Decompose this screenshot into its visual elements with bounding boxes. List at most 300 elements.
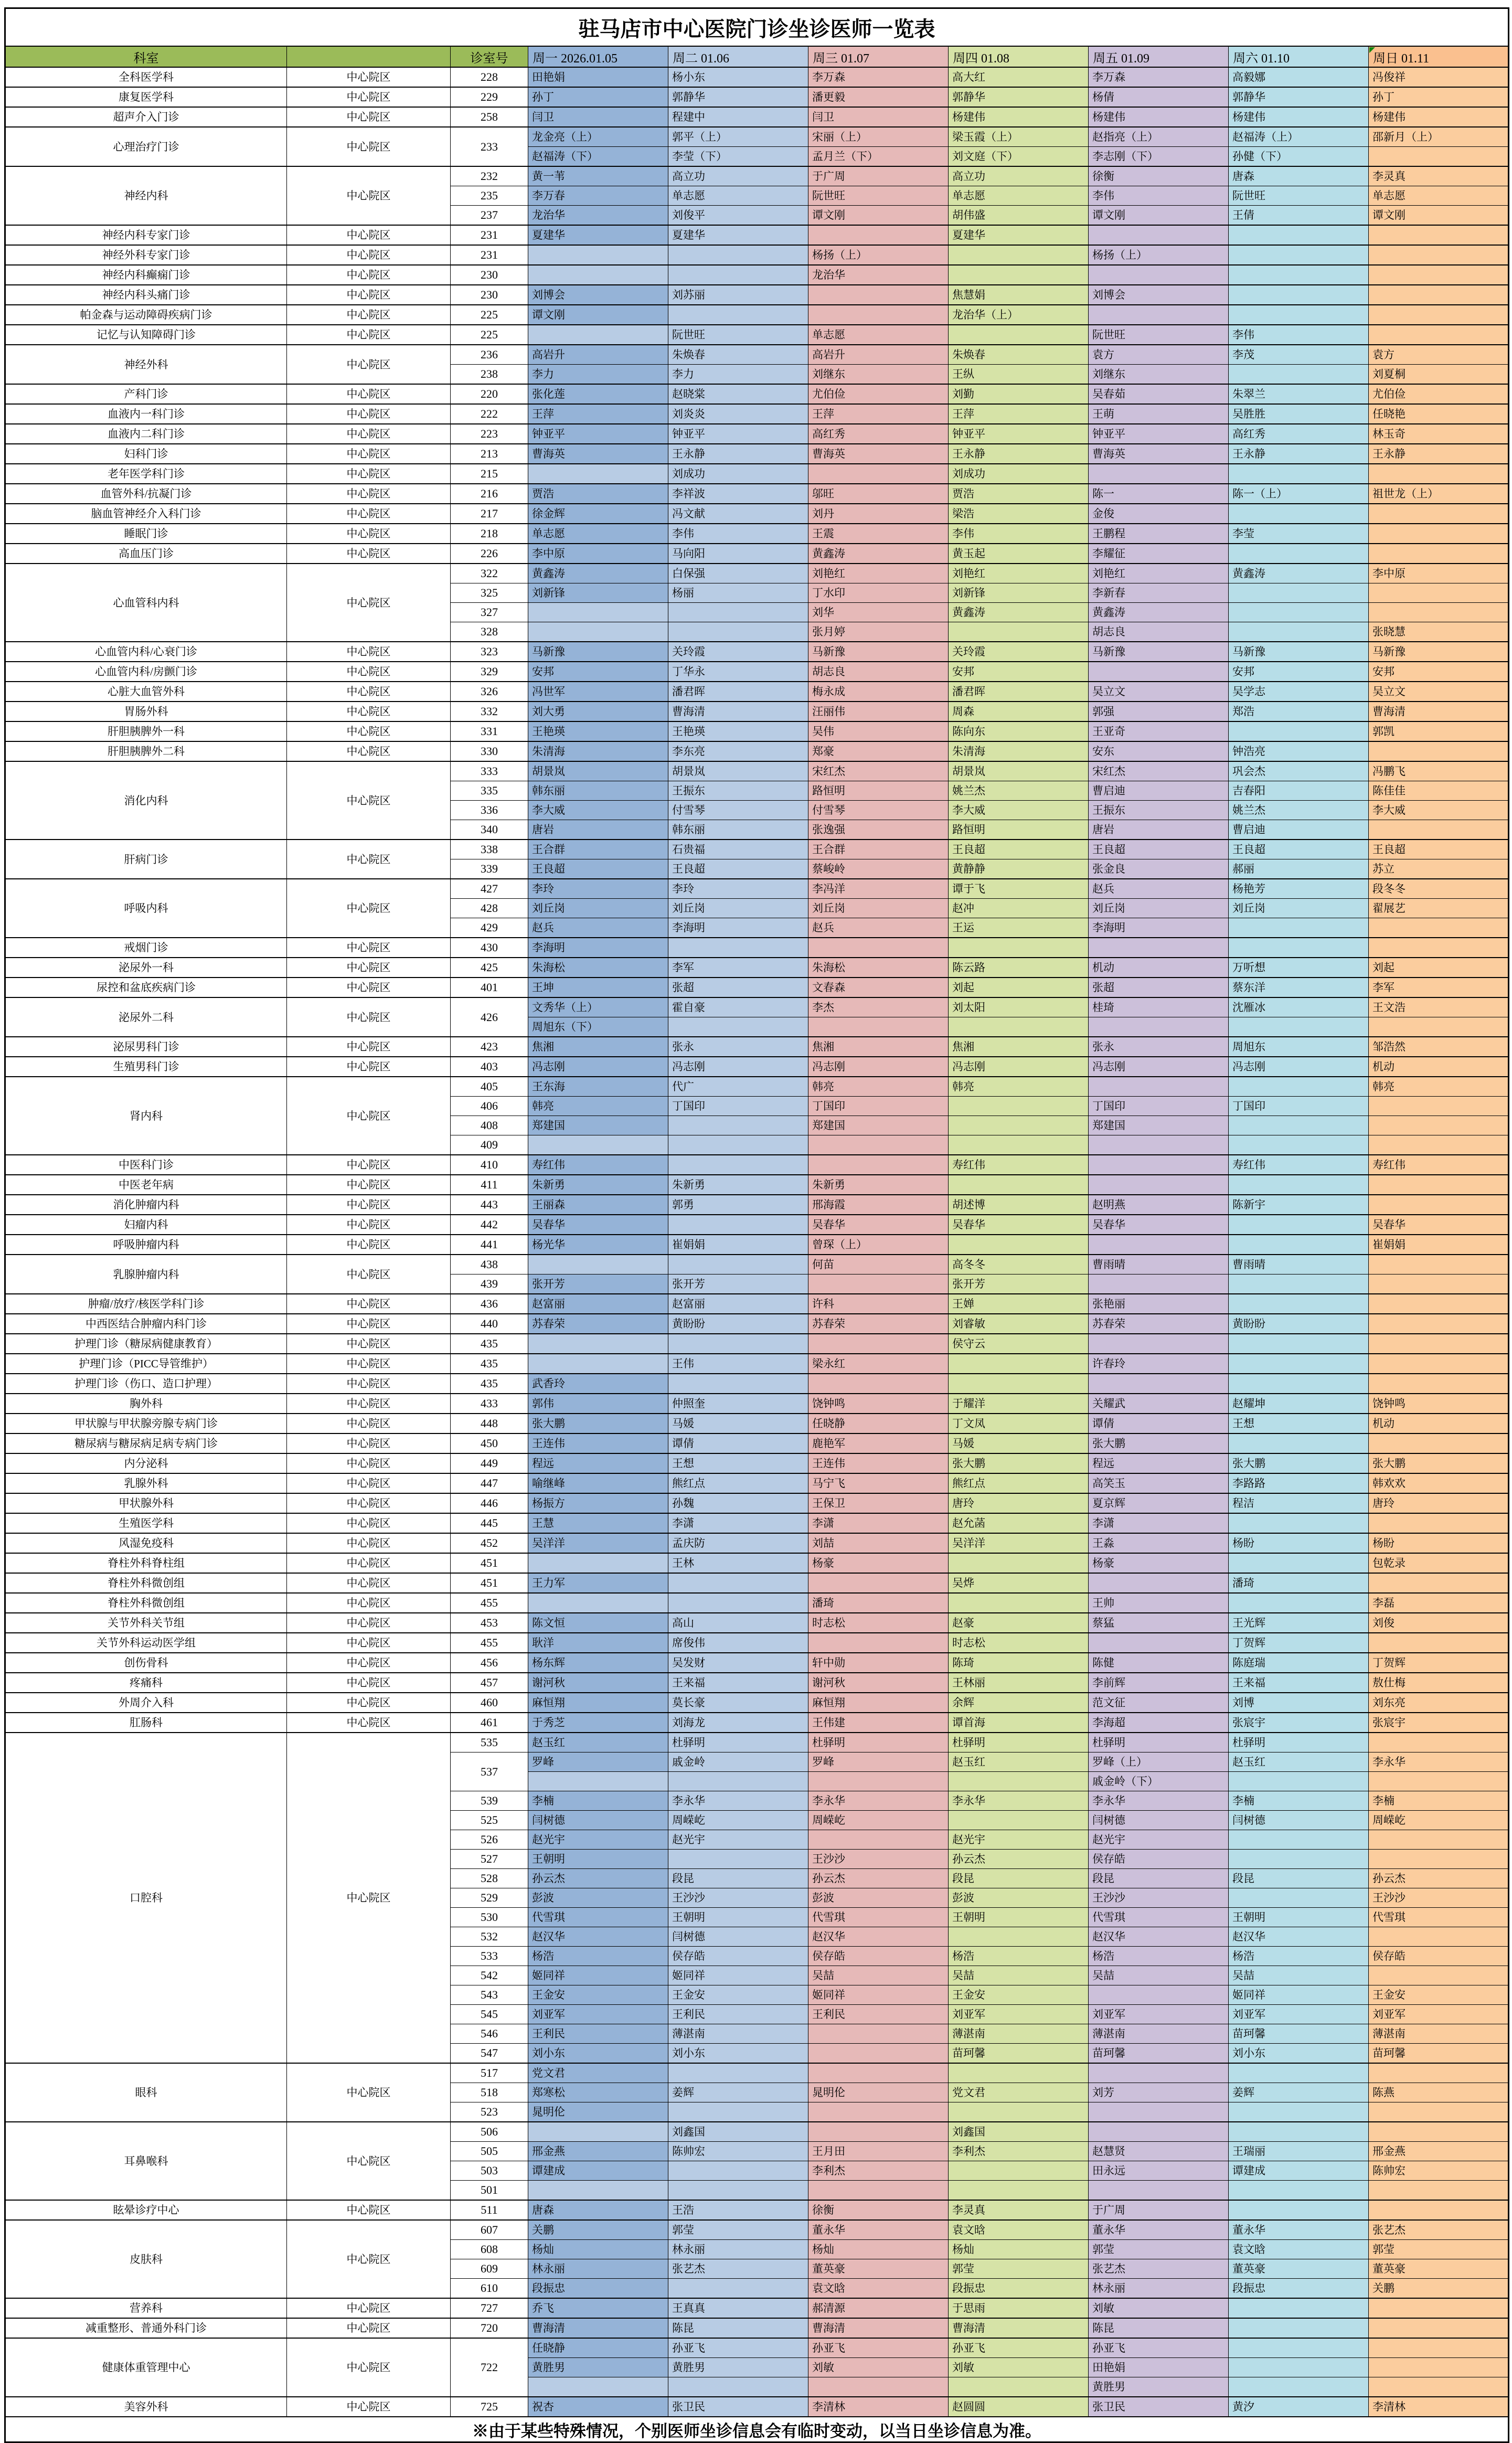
schedule-cell-monday: 吴春华 <box>528 1215 668 1235</box>
schedule-row <box>5 840 1509 859</box>
room-cell: 405 <box>451 1077 528 1097</box>
schedule-cell-thursday: 孙亚飞 <box>949 2338 1089 2358</box>
schedule-cell-monday: 唐岩 <box>528 820 668 840</box>
schedule-cell-sunday <box>1369 938 1509 958</box>
schedule-cell-tuesday: 高立功 <box>668 166 808 186</box>
room-cell: 229 <box>451 87 528 107</box>
schedule-cell-wednesday: 刘丘岗 <box>808 899 949 918</box>
dept-cell: 神经内科 <box>5 166 287 225</box>
schedule-cell-thursday: 刘睿敏 <box>949 1314 1089 1334</box>
campus-cell: 中心院区 <box>287 2200 451 2220</box>
schedule-cell-monday: 曹海英 <box>528 444 668 464</box>
schedule-cell-wednesday: 杨扬（上） <box>808 245 949 265</box>
room-cell: 546 <box>451 2024 528 2044</box>
schedule-row <box>5 1653 1509 1673</box>
room-cell: 228 <box>451 67 528 87</box>
schedule-cell-sunday <box>1369 225 1509 245</box>
schedule-cell-friday: 苗珂馨 <box>1089 2044 1229 2064</box>
campus-cell: 中心院区 <box>287 1633 451 1653</box>
schedule-cell-sunday <box>1369 1573 1509 1593</box>
schedule-cell-wednesday: 郑豪 <box>808 741 949 761</box>
schedule-cell-friday: 陈健 <box>1089 1653 1229 1673</box>
schedule-cell-wednesday: 李杰 <box>808 997 949 1017</box>
schedule-cell-monday: 耿洋 <box>528 1633 668 1653</box>
schedule-cell-friday <box>1089 225 1229 245</box>
schedule-cell-sunday: 谭文刚 <box>1369 206 1509 226</box>
schedule-cell-thursday <box>949 265 1089 285</box>
schedule-cell-thursday: 彭波 <box>949 1888 1089 1908</box>
schedule-cell-saturday <box>1229 245 1369 265</box>
schedule-cell-tuesday: 李军 <box>668 958 808 978</box>
schedule-cell-monday: 刘大勇 <box>528 702 668 721</box>
room-cell: 537 <box>451 1752 528 1791</box>
schedule-cell-friday: 杨扬（上） <box>1089 245 1229 265</box>
campus-cell: 中心院区 <box>287 2298 451 2318</box>
campus-cell: 中心院区 <box>287 1175 451 1195</box>
schedule-cell-wednesday: 代雪琪 <box>808 1908 949 1927</box>
schedule-cell-thursday: 李利杰 <box>949 2142 1089 2161</box>
schedule-cell-thursday <box>949 1927 1089 1947</box>
schedule-cell-thursday: 苗珂馨 <box>949 2044 1089 2064</box>
schedule-cell-wednesday: 麻恒翔 <box>808 1693 949 1713</box>
schedule-cell-friday: 刘丘岗 <box>1089 899 1229 918</box>
schedule-cell-friday: 关耀武 <box>1089 1394 1229 1414</box>
schedule-cell-thursday: 刘起 <box>949 978 1089 997</box>
schedule-cell-thursday: 王萍 <box>949 404 1089 424</box>
dept-cell: 胸外科 <box>5 1394 287 1414</box>
schedule-cell-thursday: 高立功 <box>949 166 1089 186</box>
room-cell: 447 <box>451 1473 528 1493</box>
dept-cell: 泌尿外二科 <box>5 997 287 1037</box>
schedule-cell-saturday: 闫树德 <box>1229 1811 1369 1830</box>
schedule-cell-sunday: 李楠 <box>1369 1791 1509 1811</box>
schedule-cell-saturday: 王永静 <box>1229 444 1369 464</box>
room-cell: 543 <box>451 1985 528 2005</box>
schedule-cell-tuesday <box>668 2181 808 2201</box>
schedule-cell-tuesday: 马媛 <box>668 1414 808 1433</box>
schedule-cell-monday: 韩东丽 <box>528 781 668 801</box>
schedule-row <box>5 1513 1509 1533</box>
schedule-cell-monday: 杨东辉 <box>528 1653 668 1673</box>
schedule-cell-friday: 赵指亮（上） <box>1089 127 1229 147</box>
room-cell: 333 <box>451 761 528 781</box>
dept-cell: 护理门诊（糖尿病健康教育） <box>5 1334 287 1354</box>
schedule-cell-monday: 谭建成 <box>528 2161 668 2181</box>
schedule-cell-wednesday: 黄鑫涛 <box>808 544 949 564</box>
schedule-cell-thursday: 张大鹏 <box>949 1453 1089 1473</box>
schedule-cell-monday: 赵汉华 <box>528 1927 668 1947</box>
schedule-cell-thursday: 曹海清 <box>949 2318 1089 2338</box>
room-cell: 438 <box>451 1255 528 1274</box>
schedule-cell-friday: 杨建伟 <box>1089 107 1229 127</box>
schedule-cell-monday: 王丽森 <box>528 1195 668 1215</box>
schedule-cell-friday: 许春玲 <box>1089 1354 1229 1374</box>
schedule-cell-tuesday: 代广 <box>668 1077 808 1097</box>
campus-cell: 中心院区 <box>287 840 451 879</box>
schedule-cell-tuesday: 王永静 <box>668 444 808 464</box>
campus-cell: 中心院区 <box>287 564 451 642</box>
schedule-cell-tuesday: 杨小东 <box>668 67 808 87</box>
room-cell: 511 <box>451 2200 528 2220</box>
schedule-cell-saturday: 李茂 <box>1229 345 1369 365</box>
schedule-cell-tuesday: 李东亮 <box>668 741 808 761</box>
schedule-cell-saturday <box>1229 1235 1369 1255</box>
schedule-cell-sunday: 郭莹 <box>1369 2240 1509 2259</box>
schedule-cell-sunday: 薄湛南 <box>1369 2024 1509 2044</box>
schedule-cell-monday: 王力军 <box>528 1573 668 1593</box>
schedule-cell-saturday <box>1229 225 1369 245</box>
campus-cell: 中心院区 <box>287 524 451 544</box>
schedule-cell-monday: 段振忠 <box>528 2279 668 2299</box>
schedule-cell-sunday: 刘起 <box>1369 958 1509 978</box>
schedule-cell-friday: 阮世旺 <box>1089 325 1229 345</box>
schedule-cell-tuesday: 王利民 <box>668 2005 808 2024</box>
schedule-cell-tuesday: 刘海龙 <box>668 1713 808 1733</box>
schedule-cell-friday: 赵兵 <box>1089 879 1229 899</box>
schedule-cell-saturday <box>1229 1017 1369 1037</box>
room-cell: 401 <box>451 978 528 997</box>
schedule-cell-sunday: 翟展艺 <box>1369 899 1509 918</box>
room-cell: 426 <box>451 997 528 1037</box>
campus-cell: 中心院区 <box>287 978 451 997</box>
schedule-cell-sunday: 刘亚军 <box>1369 2005 1509 2024</box>
schedule-cell-monday: 田艳娟 <box>528 67 668 87</box>
schedule-cell-saturday: 马新豫 <box>1229 642 1369 662</box>
schedule-cell-tuesday <box>668 1334 808 1354</box>
schedule-cell-sunday: 张晓慧 <box>1369 622 1509 642</box>
campus-cell: 中心院区 <box>287 2220 451 2298</box>
schedule-cell-wednesday: 曾琛（上） <box>808 1235 949 1255</box>
schedule-cell-thursday: 郭静华 <box>949 87 1089 107</box>
schedule-cell-tuesday: 姜辉 <box>668 2083 808 2102</box>
schedule-cell-saturday: 王良超 <box>1229 840 1369 859</box>
room-cell: 501 <box>451 2181 528 2201</box>
schedule-cell-thursday: 杨建伟 <box>949 107 1089 127</box>
schedule-cell-tuesday: 李海明 <box>668 918 808 938</box>
schedule-cell-saturday: 董英豪 <box>1229 2259 1369 2279</box>
schedule-cell-friday: 李新春 <box>1089 583 1229 603</box>
schedule-cell-saturday: 姜辉 <box>1229 2083 1369 2102</box>
schedule-cell-sunday <box>1369 1513 1509 1533</box>
schedule-cell-saturday: 吴学志 <box>1229 682 1369 702</box>
schedule-cell-monday: 孙云杰 <box>528 1869 668 1888</box>
campus-cell: 中心院区 <box>287 721 451 741</box>
schedule-cell-wednesday <box>808 2181 949 2201</box>
schedule-cell-tuesday <box>668 265 808 285</box>
schedule-cell-saturday: 钟浩亮 <box>1229 741 1369 761</box>
schedule-cell-friday <box>1089 1235 1229 1255</box>
schedule-row <box>5 1314 1509 1334</box>
schedule-cell-saturday <box>1229 2063 1369 2083</box>
schedule-row <box>5 127 1509 147</box>
schedule-row <box>5 642 1509 662</box>
schedule-row <box>5 1195 1509 1215</box>
room-cell: 223 <box>451 424 528 444</box>
schedule-cell-thursday: 杨浩 <box>949 1947 1089 1966</box>
campus-cell: 中心院区 <box>287 1374 451 1394</box>
schedule-cell-monday: 姬同祥 <box>528 1966 668 1985</box>
schedule-cell-sunday: 王文浩 <box>1369 997 1509 1017</box>
dept-cell: 口腔科 <box>5 1733 287 2063</box>
dept-cell: 记忆与认知障碍门诊 <box>5 325 287 345</box>
schedule-cell-saturday: 朱翠兰 <box>1229 384 1369 404</box>
room-cell: 527 <box>451 1850 528 1869</box>
schedule-cell-saturday: 黄盼盼 <box>1229 1314 1369 1334</box>
room-cell: 608 <box>451 2240 528 2259</box>
schedule-cell-monday: 贾浩 <box>528 484 668 504</box>
schedule-cell-monday: 王合群 <box>528 840 668 859</box>
schedule-cell-thursday <box>949 2181 1089 2201</box>
schedule-cell-monday: 吴洋洋 <box>528 1533 668 1553</box>
header-row <box>5 46 1509 67</box>
schedule-cell-tuesday: 林永丽 <box>668 2240 808 2259</box>
schedule-cell-monday: 黄一苇 <box>528 166 668 186</box>
campus-cell: 中心院区 <box>287 702 451 721</box>
campus-cell: 中心院区 <box>287 325 451 345</box>
schedule-cell-wednesday: 罗峰 <box>808 1752 949 1772</box>
campus-cell: 中心院区 <box>287 305 451 325</box>
schedule-cell-sunday <box>1369 1097 1509 1116</box>
schedule-cell-tuesday: 李永华 <box>668 1791 808 1811</box>
schedule-cell-thursday: 刘艳红 <box>949 564 1089 583</box>
schedule-cell-wednesday <box>808 2044 949 2064</box>
schedule-cell-friday: 王鹏程 <box>1089 524 1229 544</box>
schedule-cell-tuesday: 夏建华 <box>668 225 808 245</box>
schedule-cell-sunday: 张大鹏 <box>1369 1453 1509 1473</box>
schedule-cell-monday: 李万春 <box>528 186 668 206</box>
campus-cell: 中心院区 <box>287 444 451 464</box>
schedule-cell-saturday <box>1229 918 1369 938</box>
room-cell: 542 <box>451 1966 528 1985</box>
schedule-cell-friday: 王淼 <box>1089 1533 1229 1553</box>
room-cell: 460 <box>451 1693 528 1713</box>
schedule-cell-wednesday: 李清林 <box>808 2397 949 2417</box>
schedule-cell-thursday: 李伟 <box>949 524 1089 544</box>
schedule-cell-tuesday: 陈昆 <box>668 2318 808 2338</box>
schedule-cell-sunday <box>1369 820 1509 840</box>
schedule-row <box>5 1414 1509 1433</box>
campus-cell: 中心院区 <box>287 1553 451 1573</box>
dept-cell: 健康体重管理中心 <box>5 2338 287 2397</box>
schedule-cell-tuesday: 石贵福 <box>668 840 808 859</box>
schedule-cell-friday <box>1089 305 1229 325</box>
schedule-cell-wednesday: 冯志刚 <box>808 1057 949 1077</box>
schedule-row <box>5 166 1509 186</box>
schedule-cell-tuesday: 王林 <box>668 1553 808 1573</box>
room-cell: 237 <box>451 206 528 226</box>
schedule-cell-saturday: 董永华 <box>1229 2220 1369 2240</box>
schedule-cell-saturday: 李莹 <box>1229 524 1369 544</box>
room-cell: 448 <box>451 1414 528 1433</box>
schedule-cell-sunday <box>1369 2377 1509 2397</box>
room-cell: 338 <box>451 840 528 859</box>
schedule-cell-sunday <box>1369 147 1509 167</box>
schedule-cell-sunday <box>1369 504 1509 524</box>
schedule-cell-tuesday: 王真真 <box>668 2298 808 2318</box>
schedule-row <box>5 1394 1509 1414</box>
schedule-cell-thursday: 赵玉红 <box>949 1752 1089 1772</box>
schedule-cell-sunday <box>1369 544 1509 564</box>
room-cell: 331 <box>451 721 528 741</box>
schedule-row <box>5 544 1509 564</box>
schedule-cell-thursday: 段振忠 <box>949 2279 1089 2299</box>
schedule-cell-friday <box>1089 1175 1229 1195</box>
schedule-cell-sunday: 刘夏桐 <box>1369 365 1509 385</box>
schedule-cell-wednesday: 苏春荣 <box>808 1314 949 1334</box>
room-cell: 506 <box>451 2122 528 2142</box>
schedule-cell-tuesday: 赵光宇 <box>668 1830 808 1850</box>
schedule-cell-sunday <box>1369 2318 1509 2338</box>
schedule-cell-sunday: 王沙沙 <box>1369 1888 1509 1908</box>
schedule-cell-monday: 黄胜男 <box>528 2358 668 2377</box>
schedule-cell-sunday: 孙云杰 <box>1369 1869 1509 1888</box>
campus-cell: 中心院区 <box>287 2397 451 2417</box>
schedule-cell-sunday: 单志愿 <box>1369 186 1509 206</box>
room-cell: 408 <box>451 1116 528 1135</box>
room-cell: 505 <box>451 2142 528 2161</box>
schedule-row <box>5 1493 1509 1513</box>
schedule-cell-sunday: 祖世龙（上） <box>1369 484 1509 504</box>
schedule-cell-wednesday: 李永华 <box>808 1791 949 1811</box>
schedule-cell-sunday: 崔娟娟 <box>1369 1235 1509 1255</box>
schedule-cell-saturday <box>1229 504 1369 524</box>
campus-cell: 中心院区 <box>287 1057 451 1077</box>
schedule-cell-saturday <box>1229 721 1369 741</box>
schedule-cell-tuesday <box>668 2279 808 2299</box>
room-cell: 456 <box>451 1653 528 1673</box>
schedule-cell-monday: 罗峰 <box>528 1752 668 1772</box>
schedule-cell-thursday: 刘敏 <box>949 2358 1089 2377</box>
schedule-cell-saturday <box>1229 1294 1369 1314</box>
schedule-cell-saturday <box>1229 464 1369 484</box>
schedule-cell-wednesday: 时志松 <box>808 1613 949 1633</box>
room-cell: 217 <box>451 504 528 524</box>
schedule-cell-monday <box>528 622 668 642</box>
room-cell: 525 <box>451 1811 528 1830</box>
schedule-cell-monday: 杨光华 <box>528 1235 668 1255</box>
schedule-cell-sunday <box>1369 1135 1509 1155</box>
schedule-cell-friday: 赵明燕 <box>1089 1195 1229 1215</box>
room-cell: 222 <box>451 404 528 424</box>
schedule-cell-monday: 马新豫 <box>528 642 668 662</box>
room-cell: 323 <box>451 642 528 662</box>
schedule-cell-saturday: 黄汐 <box>1229 2397 1369 2417</box>
schedule-cell-friday: 杨豪 <box>1089 1553 1229 1573</box>
schedule-cell-tuesday: 郭莹 <box>668 2220 808 2240</box>
schedule-cell-saturday <box>1229 2377 1369 2397</box>
campus-cell: 中心院区 <box>287 1195 451 1215</box>
schedule-cell-wednesday: 李潇 <box>808 1513 949 1533</box>
schedule-cell-monday: 刘博会 <box>528 285 668 305</box>
schedule-cell-friday: 李耀征 <box>1089 544 1229 564</box>
schedule-cell-friday <box>1089 1077 1229 1097</box>
schedule-cell-friday: 田艳娟 <box>1089 2358 1229 2377</box>
schedule-cell-friday: 闫树德 <box>1089 1811 1229 1830</box>
schedule-cell-tuesday: 丁华永 <box>668 662 808 682</box>
schedule-row <box>5 1453 1509 1473</box>
schedule-cell-sunday <box>1369 305 1509 325</box>
schedule-cell-saturday: 刘博 <box>1229 1693 1369 1713</box>
schedule-cell-thursday <box>949 622 1089 642</box>
schedule-cell-saturday: 高毅娜 <box>1229 67 1369 87</box>
schedule-cell-monday: 高岩升 <box>528 345 668 365</box>
dept-cell: 生殖男科门诊 <box>5 1057 287 1077</box>
schedule-cell-monday: 王朝明 <box>528 1850 668 1869</box>
campus-cell: 中心院区 <box>287 67 451 87</box>
schedule-cell-tuesday: 关玲霞 <box>668 642 808 662</box>
schedule-cell-wednesday: 何苗 <box>808 1255 949 1274</box>
schedule-cell-tuesday: 王良超 <box>668 859 808 879</box>
schedule-cell-monday: 杨灿 <box>528 2240 668 2259</box>
schedule-cell-saturday <box>1229 2298 1369 2318</box>
schedule-cell-friday <box>1089 1573 1229 1593</box>
schedule-cell-monday: 冯世军 <box>528 682 668 702</box>
schedule-row <box>5 564 1509 583</box>
schedule-cell-saturday <box>1229 1888 1369 1908</box>
schedule-cell-thursday <box>949 1772 1089 1791</box>
schedule-cell-monday: 王连伟 <box>528 1433 668 1453</box>
schedule-cell-sunday: 丁贺辉 <box>1369 1653 1509 1673</box>
schedule-cell-friday: 张卫民 <box>1089 2397 1229 2417</box>
campus-cell: 中心院区 <box>287 879 451 938</box>
schedule-cell-wednesday: 杨豪 <box>808 1553 949 1573</box>
schedule-cell-saturday: 孙健（下） <box>1229 147 1369 167</box>
schedule-cell-thursday: 薄湛南 <box>949 2024 1089 2044</box>
schedule-cell-wednesday: 王沙沙 <box>808 1850 949 1869</box>
dept-cell: 神经内科头痛门诊 <box>5 285 287 305</box>
schedule-cell-wednesday: 潘琦 <box>808 1593 949 1613</box>
schedule-cell-friday: 苏春荣 <box>1089 1314 1229 1334</box>
schedule-cell-monday: 陈文恒 <box>528 1613 668 1633</box>
schedule-row <box>5 504 1509 524</box>
schedule-cell-wednesday <box>808 1830 949 1850</box>
schedule-cell-sunday: 任晓艳 <box>1369 404 1509 424</box>
schedule-row <box>5 107 1509 127</box>
schedule-cell-saturday <box>1229 1077 1369 1097</box>
schedule-cell-thursday <box>949 1553 1089 1573</box>
schedule-cell-thursday: 李灵真 <box>949 2200 1089 2220</box>
schedule-cell-monday: 关鹏 <box>528 2220 668 2240</box>
schedule-cell-saturday: 赵耀坤 <box>1229 1394 1369 1414</box>
schedule-row <box>5 1573 1509 1593</box>
schedule-cell-monday: 邢金燕 <box>528 2142 668 2161</box>
dept-cell: 甲状腺与甲状腺旁腺专病门诊 <box>5 1414 287 1433</box>
schedule-row <box>5 662 1509 682</box>
schedule-cell-sunday <box>1369 1195 1509 1215</box>
schedule-cell-thursday: 郭莹 <box>949 2259 1089 2279</box>
campus-cell: 中心院区 <box>287 1255 451 1294</box>
schedule-cell-tuesday: 刘小东 <box>668 2044 808 2064</box>
schedule-cell-thursday <box>949 325 1089 345</box>
schedule-cell-sunday: 苏立 <box>1369 859 1509 879</box>
schedule-cell-monday: 闫树德 <box>528 1811 668 1830</box>
dept-cell: 生殖医学科 <box>5 1513 287 1533</box>
schedule-cell-thursday: 马媛 <box>949 1433 1089 1453</box>
schedule-cell-sunday: 杨盼 <box>1369 1533 1509 1553</box>
schedule-cell-saturday: 段振忠 <box>1229 2279 1369 2299</box>
schedule-cell-friday: 程远 <box>1089 1453 1229 1473</box>
dept-cell: 高血压门诊 <box>5 544 287 564</box>
campus-cell: 中心院区 <box>287 1294 451 1314</box>
schedule-cell-sunday <box>1369 2298 1509 2318</box>
schedule-cell-monday <box>528 1593 668 1613</box>
room-cell: 427 <box>451 879 528 899</box>
schedule-cell-tuesday: 程建中 <box>668 107 808 127</box>
schedule-cell-friday <box>1089 1135 1229 1155</box>
schedule-cell-tuesday: 王金安 <box>668 1985 808 2005</box>
campus-cell: 中心院区 <box>287 1334 451 1354</box>
schedule-cell-tuesday: 冯文献 <box>668 504 808 524</box>
